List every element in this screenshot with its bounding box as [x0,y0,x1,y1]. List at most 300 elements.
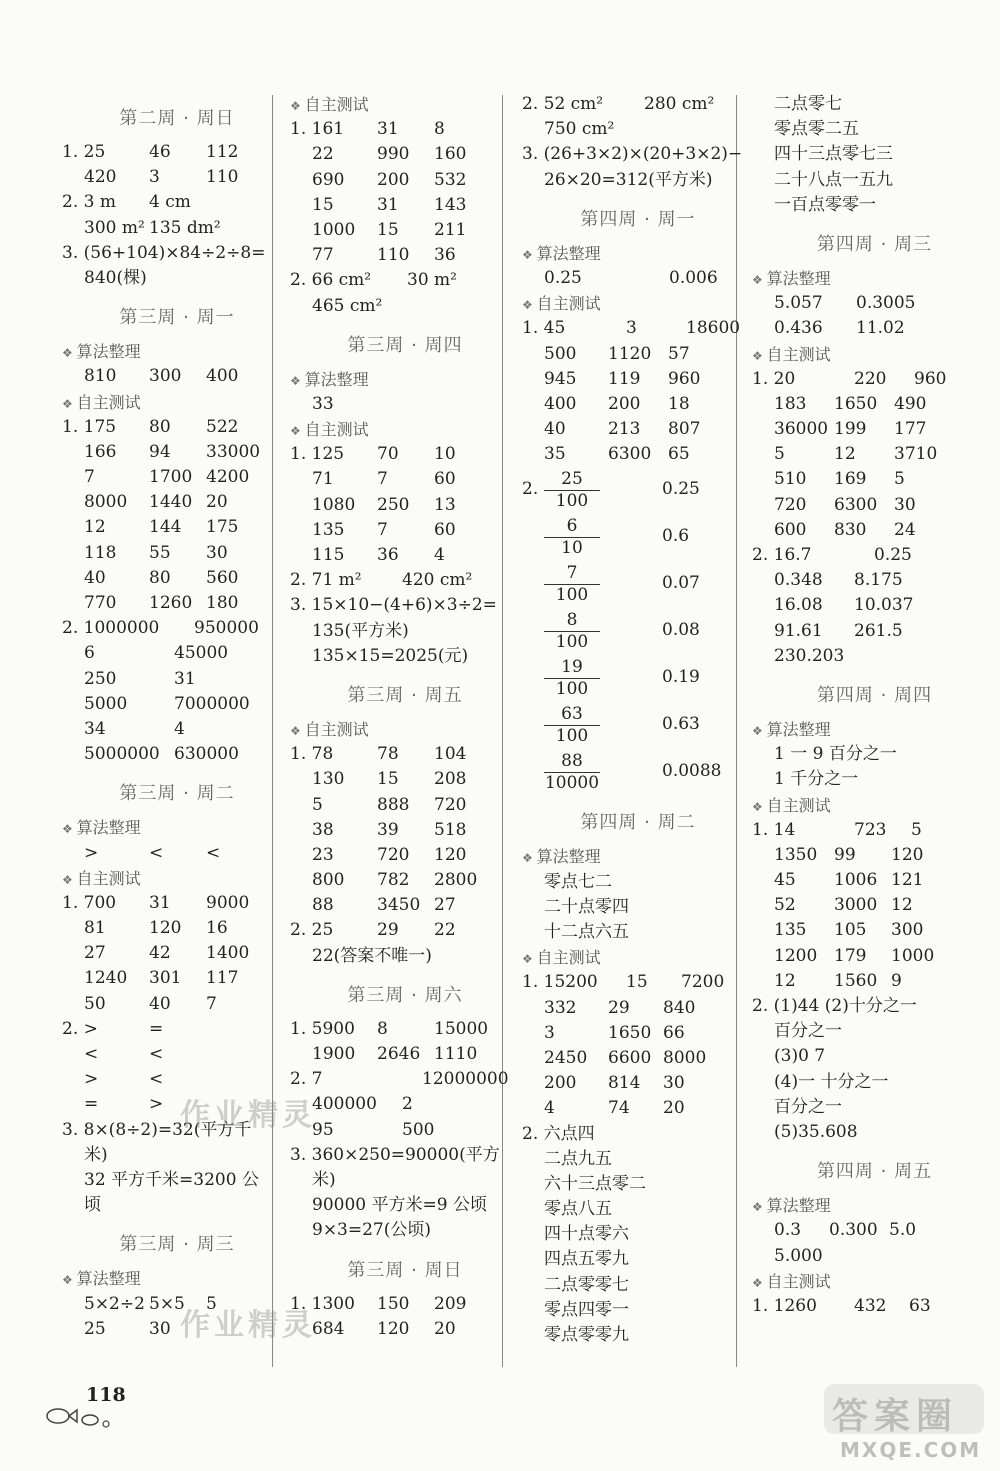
answer-row [62,140,292,165]
answer-value: 177 [894,419,927,440]
answer-value: 4 [544,1098,555,1119]
answer-value: 31 [377,194,399,215]
answer-row [290,467,520,492]
answer-row [290,918,520,943]
answer-line: 零点四零一 [544,1299,629,1320]
answer-line: 3. 15×10−(4+6)×3÷2= [290,595,497,616]
answer-row [752,442,997,467]
answer-value: 211 [434,219,467,240]
answer-value: 0.3 [774,1220,802,1241]
answer-value: 150 [377,1293,410,1314]
fraction-denominator: 100 [555,679,589,700]
answer-value: 840 [663,997,696,1018]
answer-value: 522 [206,416,239,437]
answer-line: 9×3=27(公顷) [312,1220,432,1241]
decimal-value: 0.07 [662,573,700,594]
answer-row [522,996,754,1021]
answer-value: 6300 [834,494,878,515]
answer-value: 12 [834,444,856,465]
answer-row [752,367,997,392]
answer-value: 300 [149,366,182,387]
fraction-numerator: 25 [561,469,583,490]
answer-value: 1. 1260 [752,1295,817,1316]
answer-value: 144 [149,517,182,538]
section-heading: 第三周 · 周六 [347,984,463,1006]
answer-row [62,916,292,941]
answer-value: 30 m² [407,270,457,291]
answer-value: 1. 700 [62,892,117,913]
answer-value: 5 [206,1293,217,1314]
answer-row [522,1046,754,1071]
answer-value: 120 [149,918,182,939]
watermark: 作业精灵 [180,1308,316,1343]
answer-row [752,316,997,341]
answer-value: > [84,1069,99,1090]
answer-row [62,742,292,767]
answer-row [752,543,997,568]
answer-value: 36000 [774,419,829,440]
answer-row [290,268,520,293]
answer-row [62,465,292,490]
section-heading: 第四周 · 周三 [816,233,933,255]
answer-line: 750 cm² [544,119,615,140]
answer-row [752,619,997,644]
answer-value: 2. > [62,1018,98,1039]
answer-row [290,442,520,467]
answer-value: 8.175 [854,570,903,591]
answer-value: 105 [834,920,867,941]
fish-decoration-icon [44,1402,114,1432]
answer-value: 1400 [206,943,250,964]
answer-value: 135 [774,920,807,941]
answer-line: 3. (56+104)×84÷2÷8= [62,242,266,263]
answer-value: 1650 [834,393,878,414]
answer-row [62,364,292,389]
answer-row [290,193,520,218]
answer-value: 960 [668,368,701,389]
answer-value: 8000 [84,492,128,513]
answer-value: 23 [312,844,334,865]
subsection-label: ❖ 自主测试 [752,793,997,818]
answer-row [752,893,997,918]
fraction-denominator: 10 [561,538,583,559]
answer-line: 26×20=312(平方米) [544,169,713,190]
fraction-denominator: 10000 [544,773,600,794]
answer-value: 34 [84,718,106,739]
answer-line: 2. 六点四 [522,1123,595,1144]
answer-column-2 [290,92,520,1351]
answer-value: 15 [626,972,648,993]
answer-row [290,243,520,268]
page-number: 118 [86,1384,126,1406]
answer-value: 71 [312,469,334,490]
answer-row [62,667,292,692]
answer-value: 5×2÷2 [84,1293,145,1314]
answer-value: < [206,842,221,863]
answer-value: 11.02 [856,318,905,339]
answer-value: 690 [312,169,345,190]
answer-value: 5000 [84,693,128,714]
answer-line: 百分之一 [774,1021,842,1042]
subsection-label: ❖ 算法整理 [522,844,754,869]
answer-row [62,992,292,1017]
answer-value: 30 [894,494,916,515]
fraction-denominator: 100 [555,632,589,653]
answer-value: 3 [544,1022,555,1043]
answer-value: 0.348 [774,570,823,591]
answer-value: 2. 16.7 [752,545,812,565]
answer-row [752,467,997,492]
decimal-value: 0.25 [662,479,700,500]
answer-row [290,543,520,568]
answer-value: 800 [312,870,345,891]
watermark: 作业精灵 [180,1098,316,1133]
answer-line: 二点零七 [774,94,842,114]
answer-value: 99 [834,844,856,865]
answer-value: 180 [206,593,239,613]
answer-value: 7000000 [174,693,250,714]
fraction-answer [522,655,754,702]
answer-row [290,1292,520,1317]
answer-row [290,1118,520,1143]
answer-value: 31 [377,119,399,140]
subsection-label: ❖ 自主测试 [752,342,997,367]
answer-row [290,767,520,792]
answer-value: 723 [854,819,887,840]
answer-line: 135×15=2025(元) [312,645,469,666]
answer-row [522,1071,754,1096]
answer-value: 33000 [206,441,261,462]
answer-line: 二点九五 [544,1148,612,1169]
answer-value: 1. 5900 [290,1018,355,1039]
answer-value: 5 [774,444,785,465]
answer-value: = [84,1094,99,1115]
answer-value: 95 [312,1119,334,1140]
answer-value: 78 [377,744,399,765]
answer-value: 490 [894,393,927,414]
answer-value: 5×5 [149,1293,185,1314]
answer-value: 7 [377,519,388,540]
answer-value: 169 [834,469,867,490]
answer-value: 2. 66 cm² [290,270,372,291]
answer-value: 117 [206,968,239,989]
answer-value: 1650 [608,1022,652,1043]
answer-value: 91.61 [774,620,823,641]
subsection-label: ❖ 算法整理 [522,241,754,266]
answer-value: 2. 71 m² [290,570,362,591]
answer-value: 3 [149,167,160,188]
answer-value: 5.0 [889,1220,917,1241]
answer-value: 143 [434,194,467,215]
answer-row [752,1294,997,1319]
answer-line: 3. (26+3×2)×(20+3×2)− [522,144,743,165]
answer-value: 600 [774,519,807,540]
answer-value: 45000 [174,643,229,664]
answer-column-3 [522,92,754,1351]
answer-line: 米) [312,1169,336,1190]
fraction-numerator: 63 [561,704,583,725]
answer-row [752,1218,997,1243]
answer-row [290,793,520,818]
logo-text: 答案圈 [832,1396,959,1437]
answer-value: 720 [774,494,807,515]
section-heading: 第三周 · 周四 [347,334,463,356]
answer-value: 81 [84,918,106,939]
answer-value: 4 [174,718,185,739]
fraction-numerator: 88 [561,751,583,772]
subsection-label: ❖ 算法整理 [752,1193,997,1218]
answer-value: 1000 [312,219,356,240]
subsection-label: ❖ 算法整理 [752,266,997,291]
answer-value: < [149,1069,164,1090]
answer-value: 5 [911,819,922,840]
subsection-label: ❖ 自主测试 [522,291,754,316]
answer-row [290,1317,520,1342]
answer-value: 208 [434,769,467,790]
answer-value: 50 [84,993,106,1014]
answer-value: 18 [668,393,690,414]
answer-value: 1. 161 [290,119,345,140]
answer-row [290,168,520,193]
answer-line: 零点零零九 [544,1325,629,1345]
answer-value: 400 [206,366,239,387]
fraction-answer [522,467,754,514]
answer-value: 60 [434,469,456,490]
answer-row [62,566,292,591]
section-heading: 第三周 · 周日 [347,1259,463,1281]
answer-line: 90000 平方米=9 公顷 [312,1195,487,1216]
answer-value: 280 cm² [644,94,715,114]
answer-value: 10 [434,444,456,465]
answer-value: 2. 52 cm² [522,94,604,114]
decimal-value: 0.63 [662,714,700,735]
answer-row [290,518,520,543]
answer-row [752,518,997,543]
answer-value: 5.057 [774,293,823,314]
answer-value: 1. 175 [62,416,117,437]
answer-row [62,891,292,916]
answer-value: 0.25 [544,267,582,288]
answer-row [62,941,292,966]
answer-value: 70 [377,444,399,465]
section-heading: 第二周 · 周日 [119,108,235,129]
answer-value: 112 [206,142,239,162]
answer-value: 120 [377,1318,410,1339]
answer-value: 1110 [434,1044,478,1064]
fraction-denominator: 100 [555,491,589,512]
answer-row [752,918,997,943]
answer-row [62,1067,292,1092]
answer-value: 518 [434,819,467,840]
answer-row [62,966,292,991]
answer-row [752,843,997,868]
answer-value: 1. 78 [290,744,334,765]
answer-value: 2. 1000000 [62,618,160,639]
answer-line: 四点五零九 [544,1249,629,1270]
answer-value: 25 [84,1318,106,1339]
answer-value: 5000000 [84,744,160,765]
answer-value: 10.037 [854,595,914,616]
subsection-label: ❖ 算法整理 [752,717,997,742]
answer-value: 1120 [608,343,652,364]
subsection-label: ❖ 自主测试 [62,866,292,891]
answer-value: 1900 [312,1044,356,1064]
answer-value: 52 [774,895,796,916]
answer-value: 220 [854,368,887,389]
answer-value: 57 [668,343,690,364]
answer-line: 2. (1)44 (2)十分之一 [752,996,917,1016]
answer-value: 36 [377,545,399,565]
answer-value: 4 cm [149,192,191,213]
section-heading: 第四周 · 周五 [816,1161,933,1183]
answer-row [752,969,997,994]
answer-value: 29 [377,920,399,941]
answer-row [62,541,292,566]
answer-value: 179 [834,945,867,966]
answer-line: 顷 [84,1195,101,1216]
answer-value: 420 [84,167,117,188]
answer-value: 6600 [608,1047,652,1068]
answer-value: < [84,1044,99,1064]
answer-value: 130 [312,769,345,790]
answer-value: 0.3005 [856,293,916,314]
answer-value: 12000000 [422,1069,509,1090]
answer-row [290,1017,520,1042]
answer-value: 110 [206,167,239,188]
answer-value: 200 [377,169,410,190]
answer-value: 1. 45 [522,318,566,339]
fraction-answer [522,514,754,561]
answer-row [62,415,292,440]
answer-row [752,417,997,442]
answer-value: 120 [434,844,467,865]
answer-row [522,1021,754,1046]
answer-value: 40 [149,993,171,1014]
answer-value: 200 [608,393,641,414]
answer-value: 77 [312,245,334,266]
answer-row [522,970,754,995]
answer-value: 3 [626,318,637,339]
answer-value: 16.08 [774,595,823,616]
answer-row [62,692,292,717]
answer-line: 135(平方米) [312,620,409,641]
answer-value: 1080 [312,494,356,515]
answer-line: 5.000 [774,1245,823,1266]
answer-line: 1 千分之一 [774,769,859,790]
answer-row [752,493,997,518]
subsection-label: ❖ 自主测试 [290,417,520,442]
answer-value: 420 cm² [402,570,473,591]
answer-value: 3450 [377,895,421,916]
answer-value: 720 [434,794,467,815]
answer-value: 20 [206,492,228,513]
answer-value: 38 [312,819,334,840]
answer-line: 33 [312,393,334,414]
answer-value: 45 [774,870,796,891]
answer-row [522,392,754,417]
answer-value: 15000 [434,1018,489,1039]
answer-line: 零点八五 [544,1199,612,1220]
answer-value: 199 [834,419,867,440]
decimal-value: 0.08 [662,620,700,641]
answer-row [752,291,997,316]
answer-value: 65 [668,444,690,465]
fraction-answer [522,702,754,749]
answer-value: 888 [377,794,410,815]
answer-value: 15 [312,194,334,215]
answer-value: 66 [663,1022,685,1043]
answer-line: 四十三点零七三 [774,144,893,165]
answer-value: 80 [149,416,171,437]
answer-row [522,367,754,392]
answer-value: 8 [377,1018,388,1039]
answer-value: 990 [377,144,410,165]
answer-value: 770 [84,593,117,613]
answer-value: 13 [434,494,456,515]
answer-value: 1350 [774,844,818,865]
answer-value: 39 [377,819,399,840]
answer-value: 1. 14 [752,819,796,840]
answer-value: 1. 20 [752,368,796,389]
answer-value: > [84,842,99,863]
answer-value: 2646 [377,1044,421,1064]
answer-value: 60 [434,519,456,540]
answer-row [290,218,520,243]
answer-value: 0.436 [774,318,823,339]
answer-row [290,1067,520,1092]
answer-value: 24 [894,519,916,540]
section-heading: 第四周 · 周四 [816,684,933,706]
answer-value: 4 [434,545,445,565]
answer-value: 63 [909,1295,931,1316]
answer-value: 532 [434,169,467,190]
answer-value: 166 [84,441,117,462]
answer-row [62,841,292,866]
answer-row [62,165,292,190]
answer-value: 135 dm² [149,217,221,238]
answer-value: 4200 [206,467,250,488]
answer-value: 0.006 [669,267,718,288]
answer-value: 5 [312,794,323,815]
answer-row [62,1017,292,1042]
answer-value: 118 [84,542,117,563]
answer-value: 7200 [681,972,725,993]
answer-value: = [149,1018,164,1039]
answer-value: 1200 [774,945,818,966]
answer-row [752,593,997,618]
answer-row [290,818,520,843]
answer-line: 二点零零七 [544,1274,629,1295]
answer-row [290,742,520,767]
answer-line: 3. 8×(8÷2)=32(平方千 [62,1119,252,1140]
answer-value: 950000 [194,618,259,639]
answer-row [752,568,997,593]
answer-row [62,641,292,666]
fraction-answer [522,749,754,796]
answer-value: 2. 3 m [62,192,116,213]
answer-line: (3)0 7 [774,1046,826,1067]
answer-line: 四十点零六 [544,1224,629,1245]
answer-row [62,717,292,742]
decimal-value: 0.6 [662,526,690,547]
answer-value: 8 [434,119,445,140]
answer-value: 31 [174,668,196,689]
answer-value: 560 [206,567,239,588]
answer-value: 807 [668,419,701,440]
answer-row [62,591,292,616]
answer-value: 301 [149,968,182,989]
answer-value: 0.25 [874,545,912,565]
